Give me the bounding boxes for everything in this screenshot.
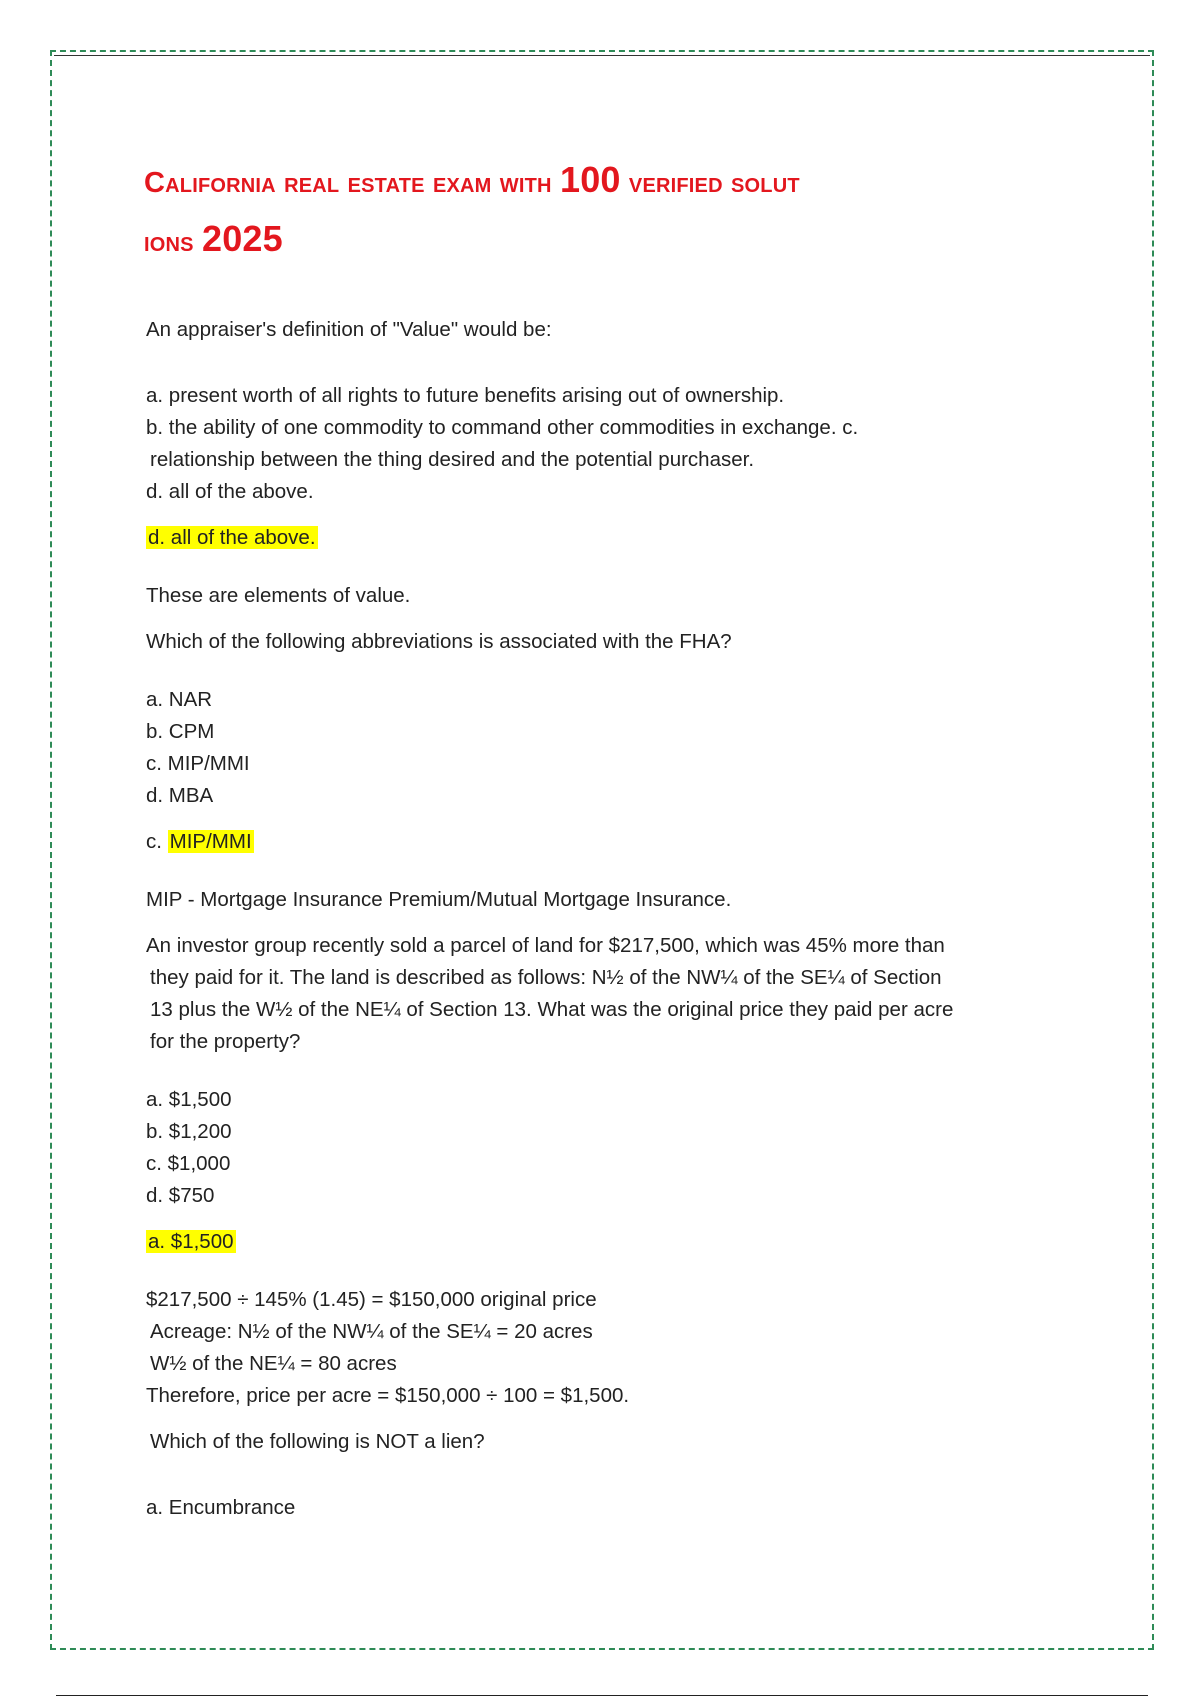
option: c. MIP/MMI — [146, 752, 250, 775]
option-continuation: relationship between the thing desired and the potential purchaser. — [150, 448, 755, 471]
highlighted-answer: d. all of the above. — [148, 526, 316, 549]
explanation-3-line: Therefore, price per acre = $150,000 ÷ 100 = $1,500. — [146, 1384, 630, 1407]
question-1: An appraiser's definition of "Value" would be: — [146, 318, 552, 341]
title-text: ions — [144, 226, 202, 258]
option: d. MBA — [146, 784, 214, 807]
title-text: California real estate exam with — [144, 167, 560, 199]
title-number: 100 — [559, 159, 621, 200]
exam-content — [146, 314, 1046, 1524]
question-3-line: An investor group recently sold a parcel of land for $217,500, which was 45% more than — [146, 934, 945, 957]
explanation-3-line: W½ of the NE¼ = 80 acres — [150, 1352, 397, 1375]
explanation-3-line: Acreage: N½ of the NW¼ of the SE¼ = 20 acres — [150, 1320, 593, 1343]
question-3-line: 13 plus the W½ of the NE¼ of Section 13. What was the original price they paid per acre — [150, 998, 954, 1021]
option: c. $1,000 — [146, 1152, 231, 1175]
explanation-2: MIP - Mortgage Insurance Premium/Mutual Mortgage Insurance. — [146, 888, 732, 911]
highlighted-answer: a. $1,500 — [148, 1230, 234, 1253]
option: b. $1,200 — [146, 1120, 232, 1143]
question-3-line: they paid for it. The land is described as follows: N½ of the NW¼ of the SE¼ of Section — [150, 966, 942, 989]
option: a. NAR — [146, 688, 213, 711]
option: d. all of the above. — [146, 480, 314, 503]
option: a. $1,500 — [146, 1088, 232, 1111]
question-2: Which of the following abbreviations is associated with the FHA? — [146, 630, 732, 653]
answer-prefix: c. — [146, 830, 168, 853]
option: b. the ability of one commodity to command other commodities in exchange. c. — [146, 416, 859, 439]
answer-1 — [146, 522, 1046, 554]
title-text: verified solut — [620, 167, 800, 199]
option: b. CPM — [146, 720, 215, 743]
document-title — [144, 152, 1066, 270]
option: a. present worth of all rights to future benefits arising out of ownership. — [146, 384, 785, 407]
answer-3 — [146, 1226, 1046, 1258]
option: d. $750 — [146, 1184, 215, 1207]
question-4: Which of the following is NOT a lien? — [150, 1430, 485, 1453]
question-3-line: for the property? — [150, 1030, 301, 1053]
answer-2 — [146, 826, 1046, 858]
title-year: 2025 — [201, 218, 283, 259]
highlighted-answer: MIP/MMI — [169, 830, 252, 853]
explanation-3-line: $217,500 ÷ 145% (1.45) = $150,000 original price — [146, 1288, 597, 1311]
top-rule — [54, 55, 1150, 56]
option: a. Encumbrance — [146, 1496, 296, 1519]
bottom-rule — [56, 1695, 1148, 1696]
explanation-1: These are elements of value. — [146, 584, 411, 607]
